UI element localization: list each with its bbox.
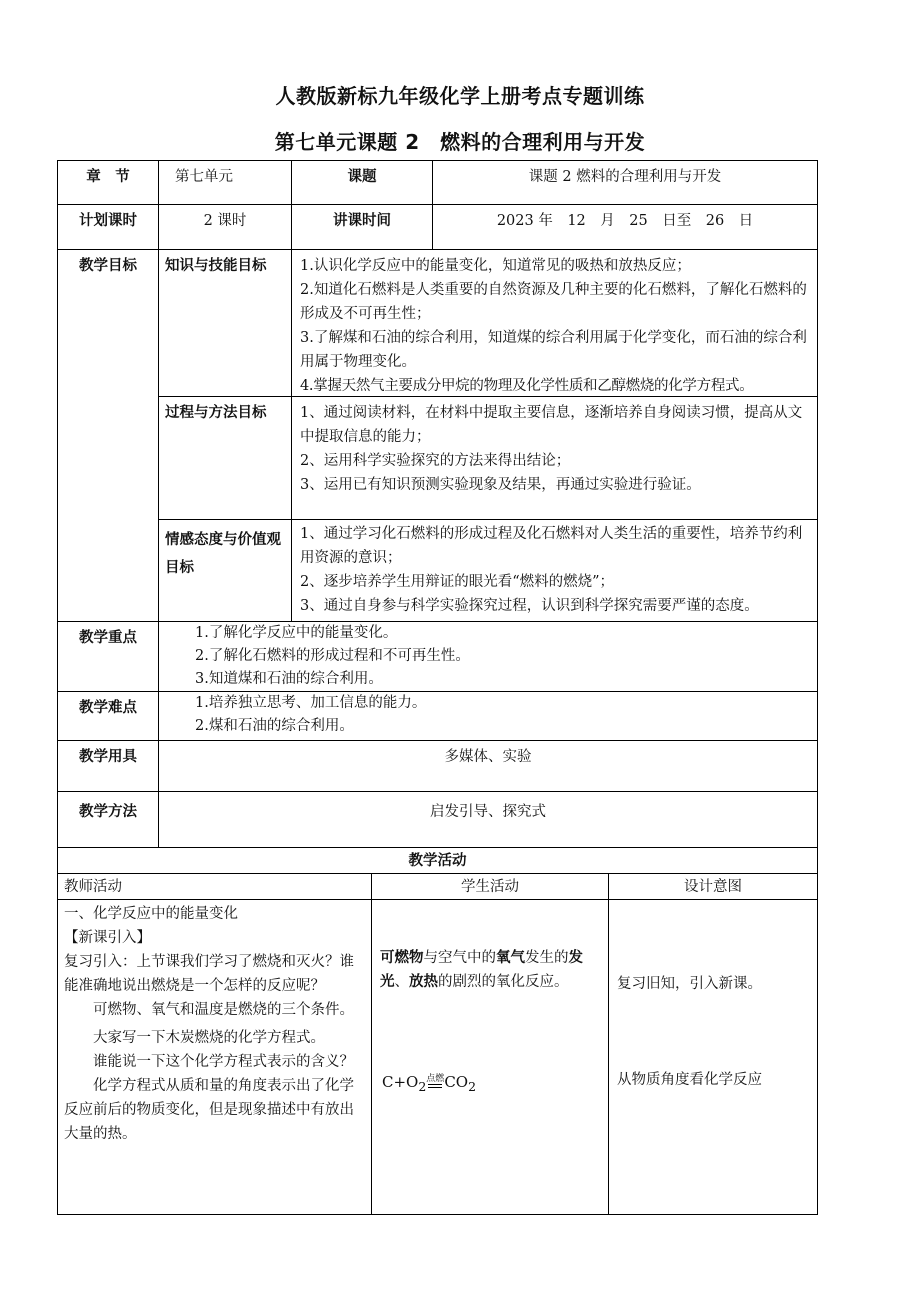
emotion-value-content <box>291 519 818 622</box>
design-intent-cell <box>608 899 818 1215</box>
objective-item: 3.了解煤和石油的综合利用，知道煤的综合利用属于化学变化，而石油的综合利用属于物理变化。 <box>300 330 807 370</box>
tools-label: 教学用具 <box>57 740 159 792</box>
process-method-label: 过程与方法目标 <box>158 396 292 520</box>
key-point-item: 2.了解化石燃料的形成过程和不可再生性。 <box>195 648 470 664</box>
knowledge-skill-content <box>291 249 818 397</box>
design-intent-item: 复习旧知，引入新课。 <box>617 976 762 992</box>
difficulty-item: 1.培养独立思考、加工信息的能力。 <box>195 695 427 711</box>
combustible-keyword: 可燃物 <box>380 950 424 966</box>
key-points-content <box>158 621 818 692</box>
teacher-paragraph: 化学方程式从质和量的角度表示出了化学反应前后的物质变化，但是现象描述中有放出大量的热。 <box>64 1078 354 1142</box>
methods-value: 启发引导、探究式 <box>158 791 818 848</box>
time-label: 讲课时间 <box>291 204 433 250</box>
objective-item: 1、通过学习化石燃料的形成过程及化石燃料对人类生活的重要性，培养节约利用资源的意识； <box>300 526 803 566</box>
new-lesson-intro-tag: 【新课引入】 <box>64 930 151 946</box>
knowledge-skill-label: 知识与技能目标 <box>158 249 292 397</box>
objective-item: 2、运用科学实验探究的方法来得出结论； <box>300 453 571 469</box>
hours-value: 2 课时 <box>158 204 292 250</box>
objective-item: 2.知道化石燃料是人类重要的自然资源及几种主要的化石燃料，了解化石燃料的形成及不可再生性； <box>300 282 807 322</box>
difficulties-content <box>158 691 818 741</box>
tools-value: 多媒体、实验 <box>158 740 818 792</box>
objective-item: 1.认识化学反应中的能量变化，知道常见的吸热和放热反应； <box>300 258 691 274</box>
emotion-value-label: 情感态度与价值观目标 <box>158 519 292 622</box>
teacher-paragraph: 可燃物、氧气和温度是燃烧的三个条件。 <box>93 1002 354 1018</box>
hours-label: 计划课时 <box>57 204 159 250</box>
student-answer-burning: 可燃物与空气中的氧气发生的发光、放热的剧烈的氧化反应。 <box>380 950 583 990</box>
objective-item: 1、通过阅读材料，在材料中提取主要信息，逐渐培养自身阅读习惯，提高从文中提取信息的能力； <box>300 405 803 445</box>
student-activity-cell <box>371 899 609 1215</box>
methods-label: 教学方法 <box>57 791 159 848</box>
difficulty-item: 2.煤和石油的综合利用。 <box>195 718 354 734</box>
key-point-item: 1.了解化学反应中的能量变化。 <box>195 625 398 641</box>
teacher-paragraph: 谁能说一下这个化学方程式表示的含义？ <box>93 1054 354 1070</box>
design-column-header: 设计意图 <box>608 873 818 900</box>
objective-item: 3、运用已有知识预测实验现象及结果，再通过实验进行验证。 <box>300 477 701 493</box>
key-point-item: 3.知道煤和石油的综合利用。 <box>195 671 383 687</box>
objective-item: 2、逐步培养学生用辩证的眼光看“燃料的燃烧”； <box>300 574 615 590</box>
objective-item: 3、通过自身参与科学实验探究过程，认识到科学探究需要严谨的态度。 <box>300 598 759 614</box>
document-title: 人教版新标九年级化学上册考点专题训练 <box>275 84 645 108</box>
teacher-paragraph: 大家写一下木炭燃烧的化学方程式。 <box>93 1030 325 1046</box>
oxygen-keyword: 氧气 <box>496 950 525 966</box>
objective-item: 4.掌握天然气主要成分甲烷的物理及化学性质和乙醇燃烧的化学方程式。 <box>300 378 754 394</box>
topic-value: 课题 2 燃料的合理利用与开发 <box>432 160 818 205</box>
teacher-paragraph: 复习引入：上节课我们学习了燃烧和灭火？谁能准确地说出燃烧是一个怎样的反应呢？ <box>64 954 354 994</box>
key-points-label: 教学重点 <box>57 621 159 692</box>
teacher-column-header: 教师活动 <box>57 873 372 900</box>
lesson-title: 第七单元课题 2 燃料的合理利用与开发 <box>274 130 646 154</box>
glow-keyword: 发光 <box>380 950 583 990</box>
student-column-header: 学生活动 <box>371 873 609 900</box>
section-heading: 一、化学反应中的能量变化 <box>64 906 238 922</box>
time-value: 2023 年 12 月 25 日至 26 日 <box>432 204 818 250</box>
chapter-value: 第七单元 <box>158 160 292 205</box>
heat-keyword: 放热 <box>409 974 438 990</box>
objectives-label: 教学目标 <box>57 249 159 622</box>
carbon-combustion-equation: $C+O_2$ 点燃 $CO_2$ <box>382 1073 477 1094</box>
teacher-activity-cell <box>57 899 372 1215</box>
process-method-content <box>291 396 818 520</box>
design-intent-item: 从物质角度看化学反应 <box>617 1072 762 1088</box>
ignition-condition: 点燃 <box>426 1075 444 1088</box>
activities-header: 教学活动 <box>57 847 818 874</box>
topic-label: 课题 <box>291 160 433 205</box>
difficulties-label: 教学难点 <box>57 691 159 741</box>
chapter-label: 章 节 <box>57 160 159 205</box>
